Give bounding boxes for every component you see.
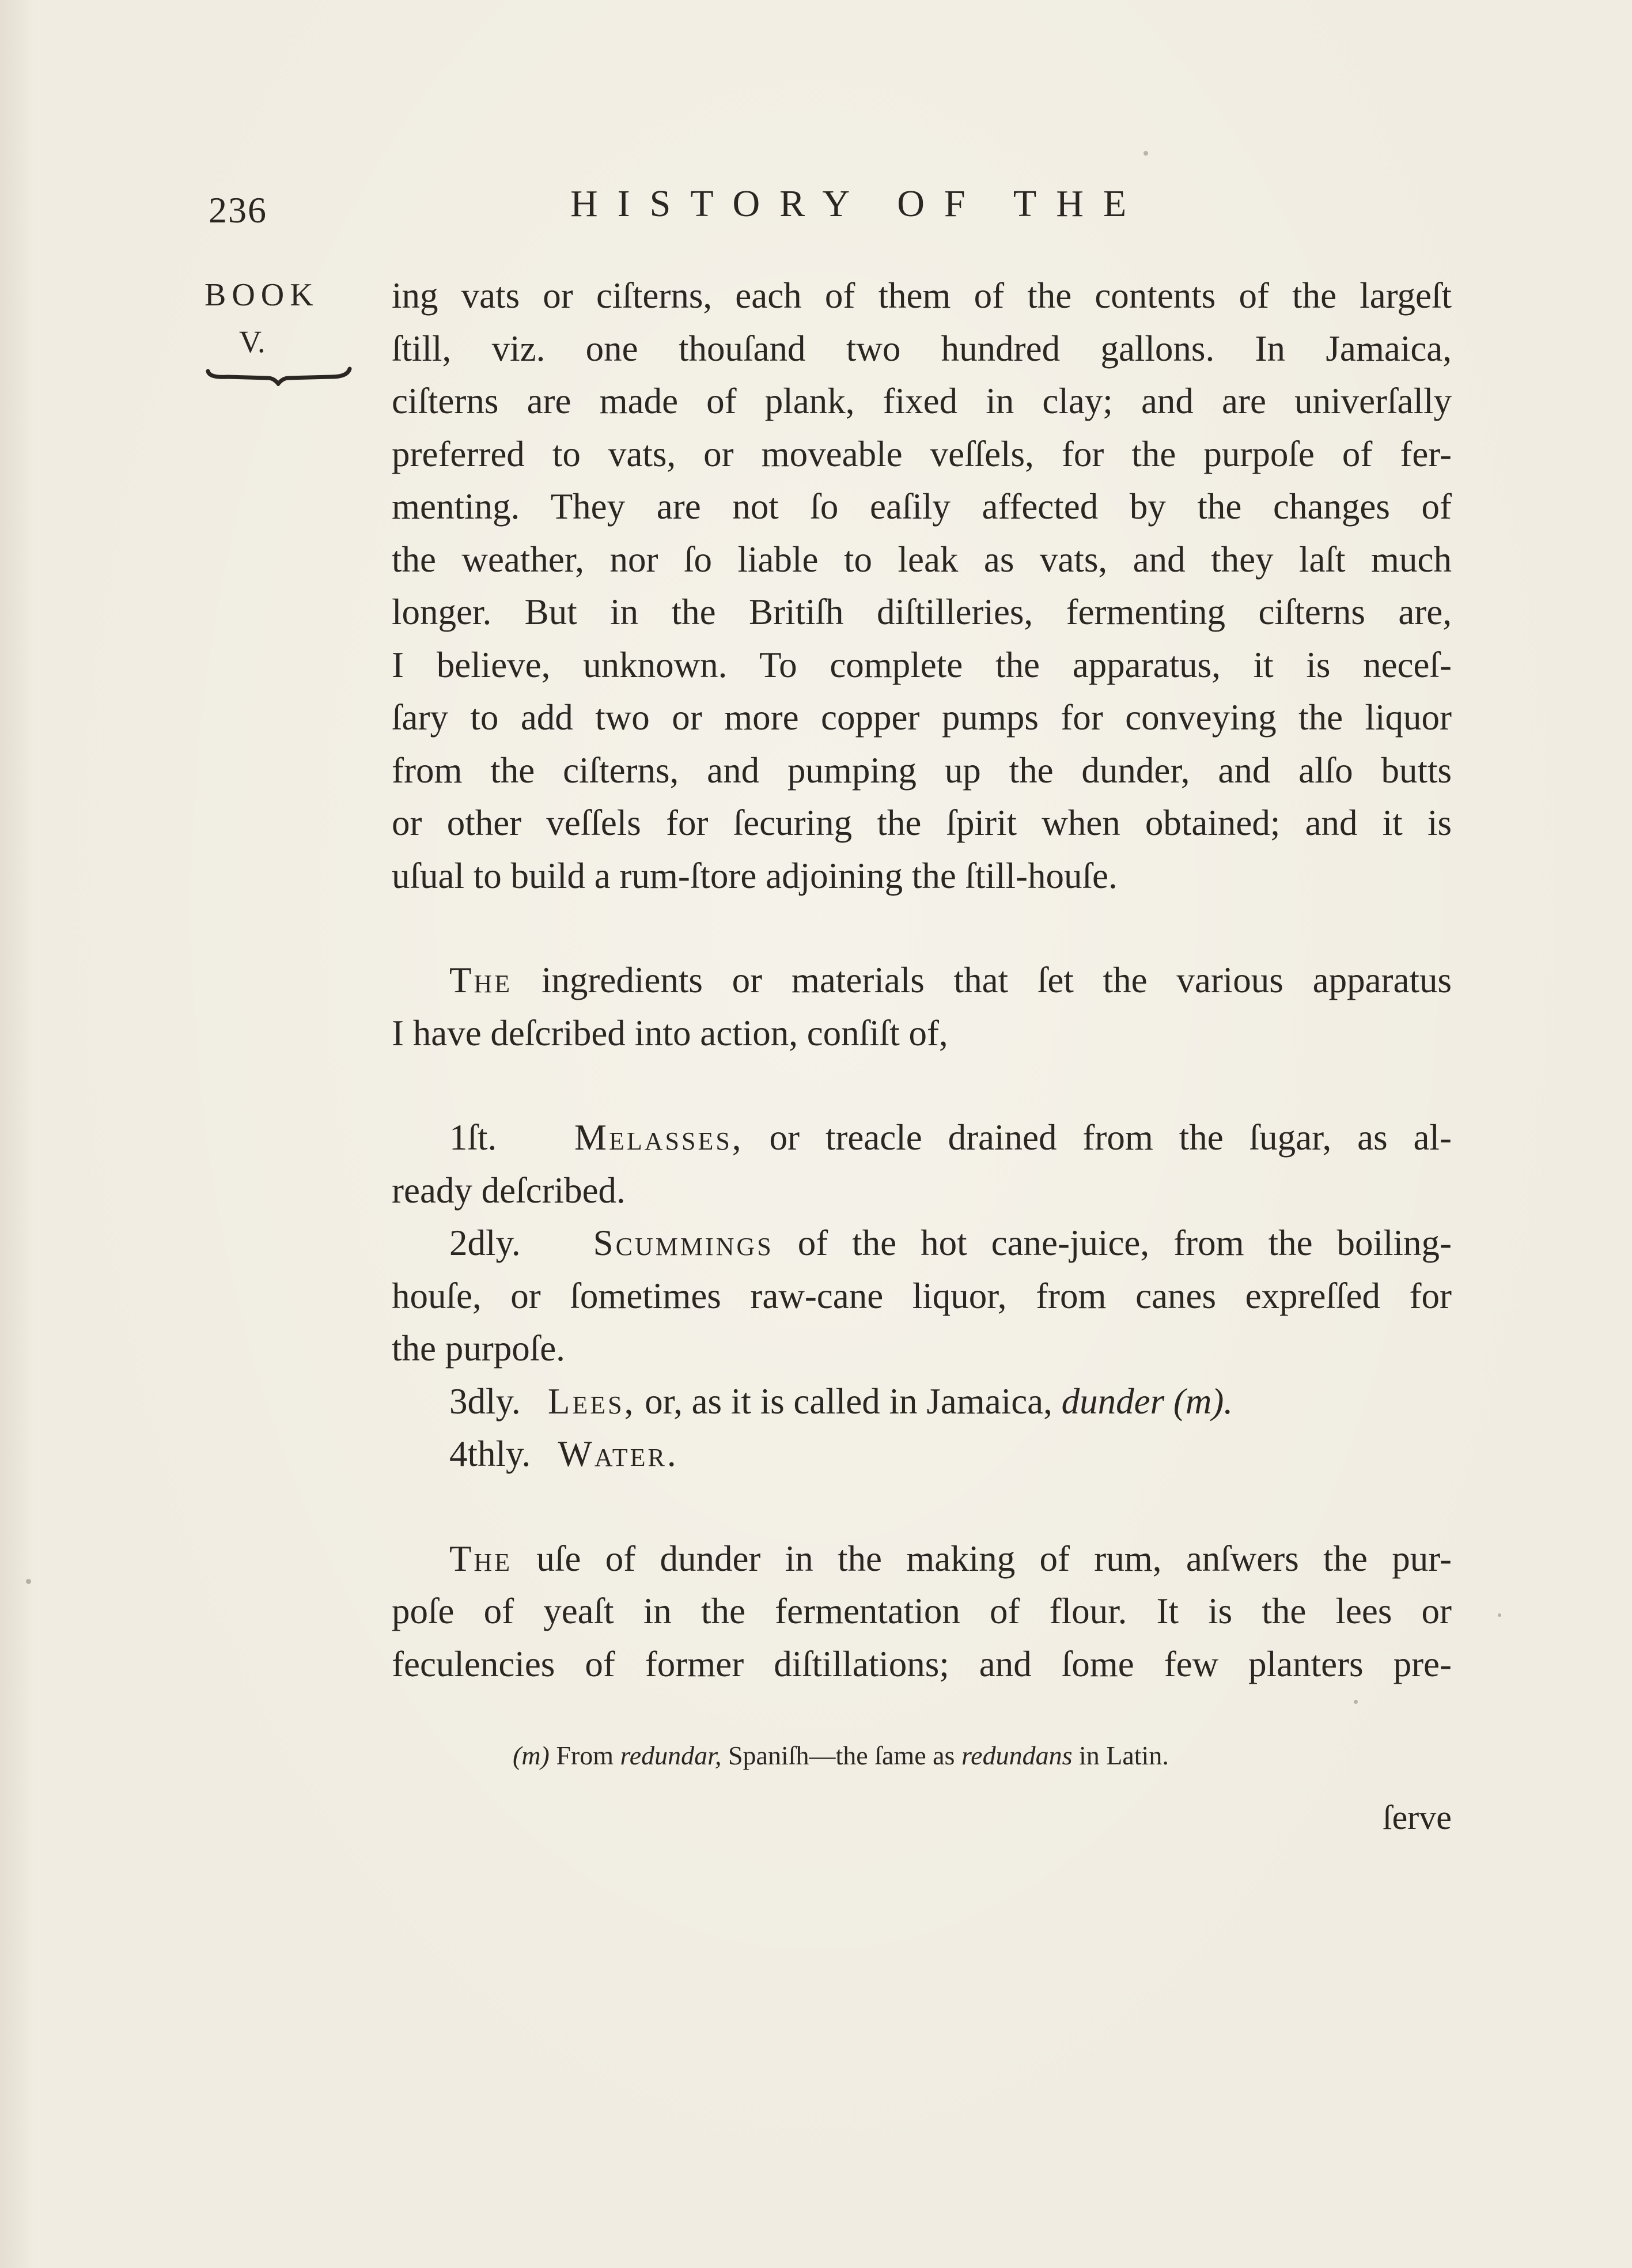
lead-word: The: [449, 1538, 513, 1579]
margin-note: [205, 277, 354, 386]
lead-word: The: [449, 960, 513, 1000]
text-line: I have deſcribed into action, conſiſt of,: [392, 1012, 948, 1053]
footnote: (m) From redundar, Spaniſh—the ſame as redundans in Latin.: [513, 1741, 1169, 1770]
text-line: ing vats or ciſterns, each of them of the contents of the largeſt: [392, 275, 1452, 316]
text-line: feculencies of former diſtillations; and ſome few planters pre-: [392, 1643, 1452, 1684]
paper-speck: [26, 1579, 31, 1584]
brace-ornament-icon: [205, 363, 354, 386]
paper-speck: [1498, 1613, 1501, 1617]
paper-speck: [1354, 1700, 1358, 1704]
list-item: 2dly. Scummings of the hot cane-juice, from the boiling-: [449, 1223, 1452, 1263]
body-text: [392, 270, 1452, 1691]
text-line: The ingredients or materials that ſet the various apparatus: [449, 960, 1452, 1000]
paper-speck: [1143, 151, 1148, 156]
running-head: HISTORY OF THE: [570, 183, 1146, 225]
page-number: 236: [209, 190, 267, 230]
list-item: 4thly. Water.: [449, 1434, 679, 1474]
text-line: the weather, nor ſo liable to leak as vats, and they laſt much: [392, 539, 1452, 580]
margin-book-label: BOOK: [205, 277, 319, 313]
text-line: the purpoſe.: [392, 1328, 565, 1369]
text-line: ciſterns are made of plank, fixed in clay; and are univerſally: [392, 381, 1452, 421]
text-line: menting. They are not ſo eaſily affected by the changes of: [392, 486, 1452, 527]
text-line: ready deſcribed.: [392, 1170, 626, 1211]
list-item: 1ſt. Melasses, or treacle drained from the ſugar, as al-: [449, 1117, 1452, 1158]
text-line: I believe, unknown. To complete the apparatus, it is neceſ-: [392, 644, 1452, 685]
text-line: The uſe of dunder in the making of rum, anſwers the pur-: [449, 1538, 1452, 1579]
catchword: ſerve: [1383, 1798, 1452, 1836]
text-line: uſual to build a rum-ſtore adjoining the ſtill-houſe.: [392, 855, 1118, 896]
text-line: ſtill, viz. one thouſand two hundred gallons. In Jamaica,: [392, 328, 1452, 369]
margin-volume-label: V.: [239, 324, 266, 359]
text-line: houſe, or ſometimes raw-cane liquor, from canes expreſſed for: [392, 1275, 1452, 1316]
text-line: longer. But in the Britiſh diſtilleries, fermenting ciſterns are,: [392, 592, 1452, 632]
text-line: from the ciſterns, and pumping up the dunder, and alſo butts: [392, 750, 1452, 791]
text-line: or other veſſels for ſecuring the ſpirit when obtained; and it is: [392, 803, 1452, 843]
text-line: preferred to vats, or moveable veſſels, for the purpoſe of fer-: [392, 433, 1452, 474]
text-line: ſary to add two or more copper pumps for conveying the liquor: [392, 697, 1452, 738]
list-item: 3dly. Lees, or, as it is called in Jamaica, dunder (m).: [449, 1381, 1233, 1422]
text-line: poſe of yeaſt in the fermentation of flour. It is the lees or: [392, 1591, 1452, 1631]
